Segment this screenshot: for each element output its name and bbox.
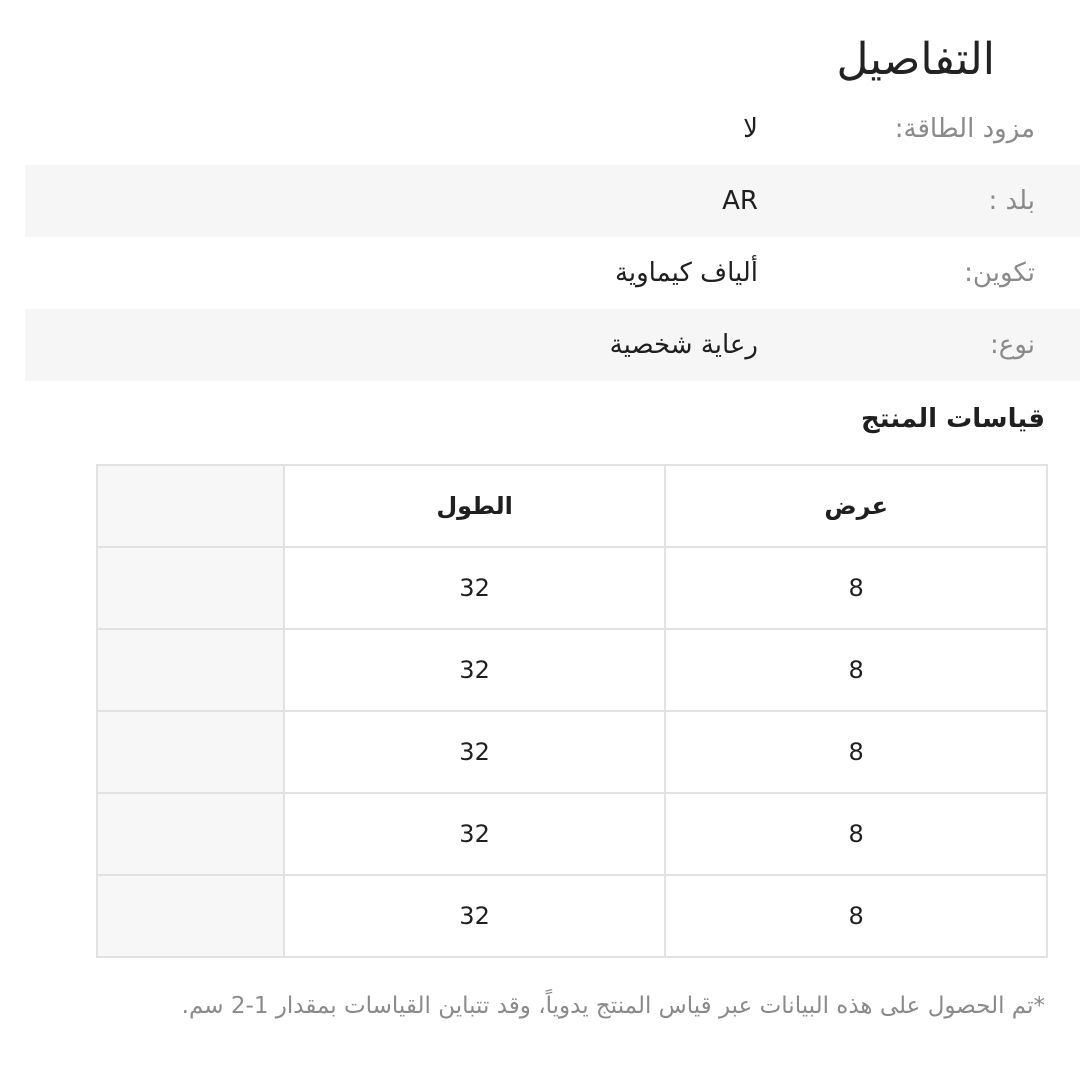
detail-row-power-supply — [25, 93, 1080, 165]
length-cell: 32 — [284, 875, 666, 957]
table-row — [97, 875, 1047, 957]
image-cell — [97, 629, 284, 711]
image-cell — [97, 465, 284, 547]
detail-label: بلد : — [988, 186, 1035, 216]
image-cell — [97, 875, 284, 957]
detail-value: AR — [722, 186, 758, 216]
image-cell — [97, 793, 284, 875]
width-cell: 8 — [665, 629, 1047, 711]
detail-label: نوع: — [990, 330, 1035, 360]
table-header-row — [97, 465, 1047, 547]
length-cell: 32 — [284, 629, 666, 711]
length-header: الطول — [284, 465, 666, 547]
table-row — [97, 629, 1047, 711]
detail-row-country — [25, 165, 1080, 237]
width-cell: 8 — [665, 793, 1047, 875]
width-cell: 8 — [665, 711, 1047, 793]
width-header: عرض — [665, 465, 1047, 547]
measurements-title: قياسات المنتج — [861, 404, 1045, 434]
page-title: التفاصيل — [836, 34, 995, 85]
detail-label: تكوين: — [964, 258, 1035, 288]
width-cell: 8 — [665, 875, 1047, 957]
width-cell: 8 — [665, 547, 1047, 629]
detail-value: ألياف كيماوية — [614, 258, 758, 288]
length-cell: 32 — [284, 793, 666, 875]
image-cell — [97, 711, 284, 793]
size-table — [96, 464, 1048, 958]
measurement-footnote: *تم الحصول على هذه البيانات عبر قياس المنتج يدوياً، وقد تتباين القياسات بمقدار 1-2 سم. — [181, 993, 1045, 1019]
detail-label: مزود الطاقة: — [894, 114, 1035, 144]
table-row — [97, 793, 1047, 875]
length-cell: 32 — [284, 547, 666, 629]
table-row — [97, 547, 1047, 629]
image-cell — [97, 547, 284, 629]
detail-value: لا — [743, 114, 758, 144]
detail-row-composition — [25, 237, 1080, 309]
detail-value: رعاية شخصية — [609, 330, 758, 360]
length-cell: 32 — [284, 711, 666, 793]
table-row — [97, 711, 1047, 793]
detail-row-type — [25, 309, 1080, 381]
details-list — [25, 93, 1080, 381]
